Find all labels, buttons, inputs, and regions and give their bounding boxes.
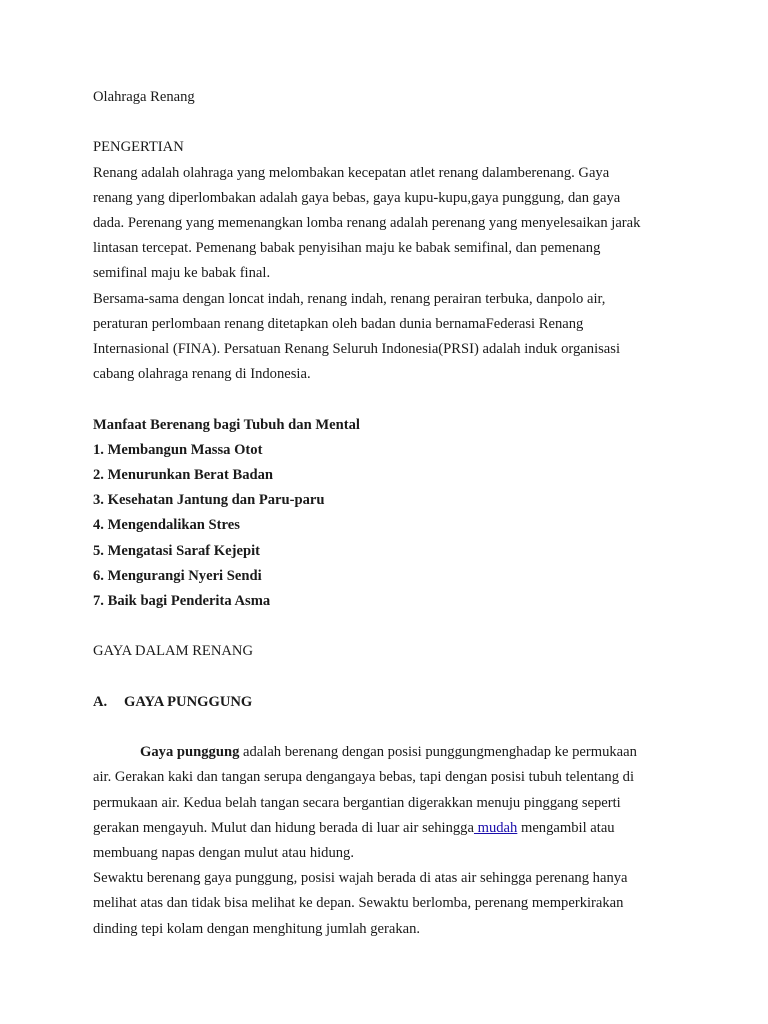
manfaat-list-item: 1. Membangun Massa Otot: [93, 441, 263, 458]
pengertian-line: lintasan tercepat. Pemenang babak penyisihan maju ke babak semifinal, dan pemenang: [93, 240, 601, 257]
pengertian-line: dada. Perenang yang memenangkan lomba renang adalah perenang yang menyelesaikan jarak: [93, 215, 641, 231]
line-text: adalah berenang dengan posisi punggungmenghadap ke permukaan: [239, 744, 637, 761]
paragraph-line: [93, 816, 683, 841]
paragraph-line: [93, 740, 683, 765]
paragraph-line: permukaan air. Kedua belah tangan secara bergantian digerakkan menuju pinggang seperti: [93, 794, 621, 811]
manfaat-list: [93, 438, 683, 614]
gaya-punggung-paragraph-2: [93, 866, 683, 942]
manfaat-list-item: 2. Menurunkan Berat Badan: [93, 467, 274, 484]
pengertian-line: Renang adalah olahraga yang melombakan kecepatan atlet renang dalamberenang. Gaya: [93, 164, 610, 181]
paragraph-line: melihat atas dan tidak bisa melihat ke depan. Sewaktu berlomba, perenang memperkirakan: [93, 895, 624, 912]
spacer: [93, 665, 683, 690]
paragraph-line: Sewaktu berenang gaya punggung, posisi wajah berada di atas air sehingga perenang hanya: [93, 870, 628, 887]
line-text: mengambil atau: [517, 819, 615, 836]
manfaat-list-item: 4. Mengendalikan Stres: [93, 517, 240, 534]
spacer: [93, 110, 683, 135]
paragraph-line: membuang napas dengan mulut atau hidung.: [93, 845, 355, 862]
spacer: [93, 387, 683, 412]
line-text: gerakan mengayuh. Mulut dan hidung berada di luar air sehingga: [93, 819, 474, 836]
pengertian-line: renang yang diperlombakan adalah gaya bebas, gaya kupu-kupu,gaya punggung, dan gaya: [93, 189, 621, 206]
manfaat-list-item: 3. Kesehatan Jantung dan Paru-paru: [93, 492, 325, 509]
section-letter: A.: [93, 693, 108, 710]
section-heading: [93, 690, 683, 715]
bold-lead: Gaya punggung: [140, 744, 240, 761]
document-page: [93, 85, 683, 942]
manfaat-list-item: 7. Baik bagi Penderita Asma: [93, 593, 271, 610]
manfaat-heading: Manfaat Berenang bagi Tubuh dan Mental: [93, 416, 360, 433]
spacer: [93, 614, 683, 639]
pengertian-line: cabang olahraga renang di Indonesia.: [93, 366, 311, 383]
paragraph-line: dinding tepi kolam dengan menghitung jumlah gerakan.: [93, 920, 421, 937]
gaya-punggung-paragraph: [93, 740, 683, 866]
gaya-heading: GAYA DALAM RENANG: [93, 643, 254, 660]
section-title: GAYA PUNGGUNG: [124, 693, 253, 710]
pengertian-heading: PENGERTIAN: [93, 139, 184, 156]
paragraph-line: air. Gerakan kaki dan tangan serupa dengangaya bebas, tapi dengan posisi tubuh telentang di: [93, 769, 635, 786]
pengertian-line: peraturan perlombaan renang ditetapkan oleh badan dunia bernamaFederasi Renang: [93, 315, 584, 332]
document-title: Olahraga Renang: [93, 89, 195, 105]
mudah-link[interactable]: mudah: [473, 819, 518, 836]
manfaat-list-item: 5. Mengatasi Saraf Kejepit: [93, 542, 260, 559]
pengertian-body: [93, 161, 683, 388]
pengertian-line: Internasional (FINA). Persatuan Renang Seluruh Indonesia(PRSI) adalah induk organisasi: [93, 341, 621, 358]
spacer: [93, 715, 683, 740]
pengertian-line: semifinal maju ke babak final.: [93, 265, 271, 282]
manfaat-list-item: 6. Mengurangi Nyeri Sendi: [93, 567, 262, 584]
pengertian-line: Bersama-sama dengan loncat indah, renang indah, renang perairan terbuka, danpolo air,: [93, 290, 606, 307]
